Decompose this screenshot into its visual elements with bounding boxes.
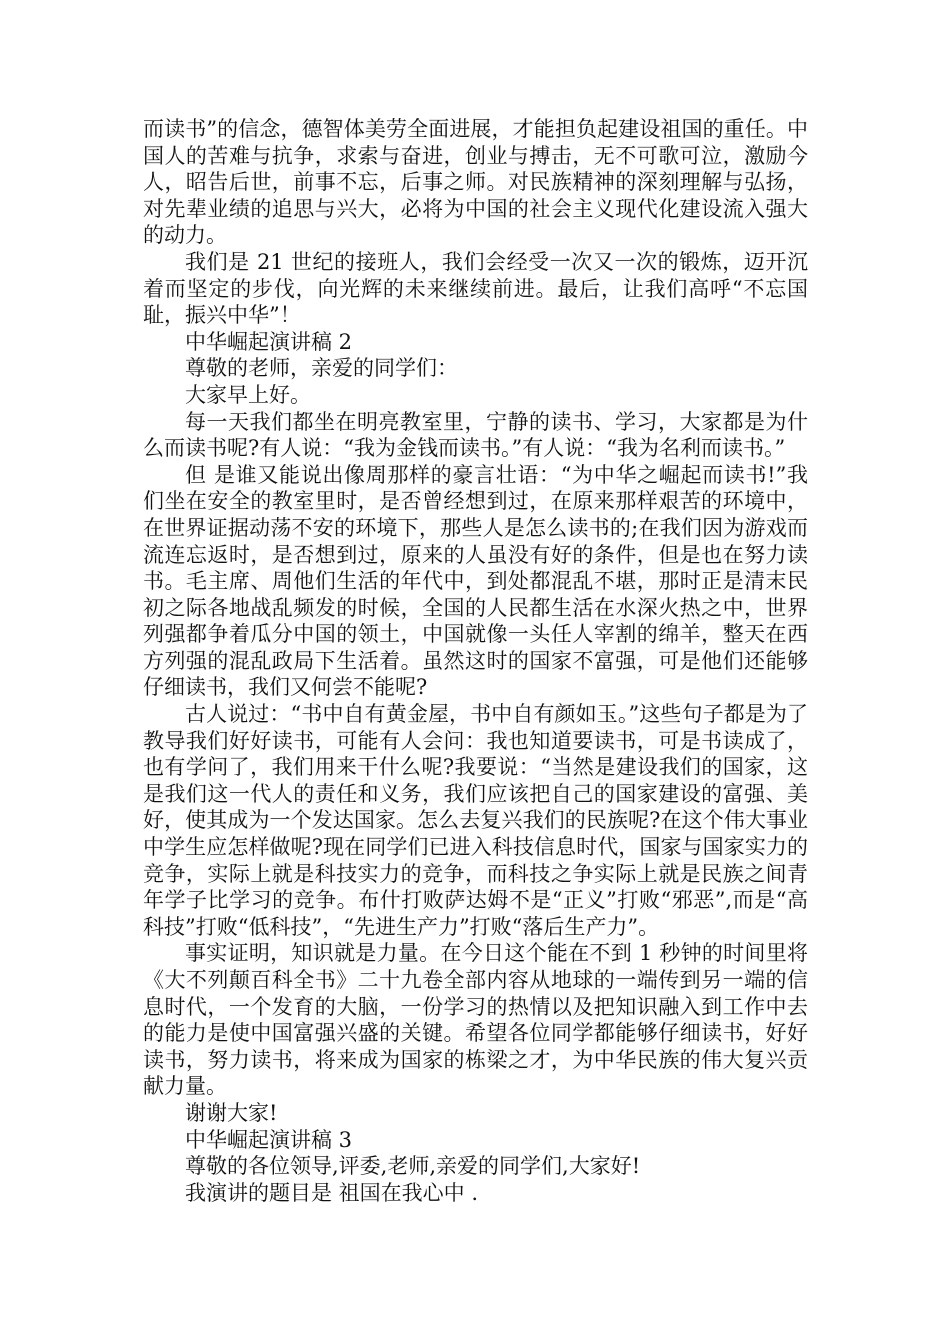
- paragraph-successors: 我们是 21 世纪的接班人，我们会经受一次又一次的锻炼，迈开沉着而坚定的步伐，向光辉的未来继续前进。最后，让我们高呼“不忘国耻，振兴中华”！: [143, 249, 808, 328]
- speech-2-title: 中华崛起演讲稿 2: [185, 329, 353, 354]
- speech-2-thanks: 谢谢大家!: [185, 1100, 278, 1125]
- speech-2-salutation: 尊敬的老师，亲爱的同学们：: [185, 356, 458, 381]
- paragraph-zhou-quote: 但 是谁又能说出像周那样的豪言壮语：“为中华之崛起而读书!”我们坐在安全的教室里时，是否曾经想到过，在原来那样艰苦的环境中，在世界证据动荡不安的环境下，那些人是怎么读书的;在我们因为游戏而流连忘返时，是否想到过，原来的人虽没有好的条件，但是也在努力读书。毛主席、周他们生活的年代中，到处都混乱不堪，那时正是清末民初之际各地战乱频发的时候，全国的人民都生活在水深火热之中，世界列强都争着瓜分中国的领土，中国就像一头任人宰割的绵羊，整天在西方列强的混乱政局下生活着。虽然这时的国家不富强，可是他们还能够仔细读书，我们又何尝不能呢?: [143, 462, 808, 700]
- speech-2-greeting: 大家早上好。: [185, 382, 311, 407]
- speech-3-topic: 我演讲的题目是 祖国在我心中 .: [185, 1180, 479, 1205]
- paragraph-knowledge-power: 事实证明，知识就是力量。在今日这个能在不到 1 秒钟的时间里将《大不列颠百科全书》二十九卷全部内容从地球的一端传到另一端的信息时代，一个发育的大脑，一份学习的热情以及把知识融入到工作中去的能力是使中国富强兴盛的关键。希望各位同学都能够仔细读书，好好读书，努力读书，将来成为国家的栋梁之才，为中华民族的伟大复兴贡献力量。: [143, 941, 808, 1099]
- paragraph-why-read: 每一天我们都坐在明亮教室里，宁静的读书、学习，大家都是为什么而读书呢?有人说：“我为金钱而读书。”有人说：“我为名利而读书。”: [143, 409, 808, 461]
- speech-3-title: 中华崛起演讲稿 3: [185, 1127, 353, 1152]
- paragraph-ancient-saying: 古人说过：“书中自有黄金屋，书中自有颜如玉。”这些句子都是为了教导我们好好读书，可能有人会问：我也知道要读书，可是书读成了，也有学问了，我们用来干什么呢?我要说：“当然是建设我们的国家，这是我们这一代人的责任和义务，我们应该把自己的国家建设的富强、美好，使其成为一个发达国家。怎么去复兴我们的民族呢?在这个伟大事业中学生应怎样做呢?现在同学们已进入科技信息时代，国家与国家实力的竞争，实际上就是科技实力的竞争，而科技之争实际上就是民族之间青年学子比学习的竞争。布什打败萨达姆不是“正义”打败“邪恶”,而是“高科技”打败“低科技”，“先进生产力”打败“落后生产力”。: [143, 702, 808, 939]
- paragraph-continuation: 而读书”的信念，德智体美劳全面进展，才能担负起建设祖国的重任。中国人的苦难与抗争，求索与奋进，创业与搏击，无不可歌可泣，激励今人，昭告后世，前事不忘，后事之师。对民族精神的深刻理解与弘扬，对先辈业绩的追思与兴大，必将为中国的社会主义现代化建设流入强大的动力。: [143, 117, 808, 248]
- speech-3-salutation: 尊敬的各位领导,评委,老师,亲爱的同学们,大家好!: [185, 1154, 641, 1179]
- document-body: [143, 116, 808, 1206]
